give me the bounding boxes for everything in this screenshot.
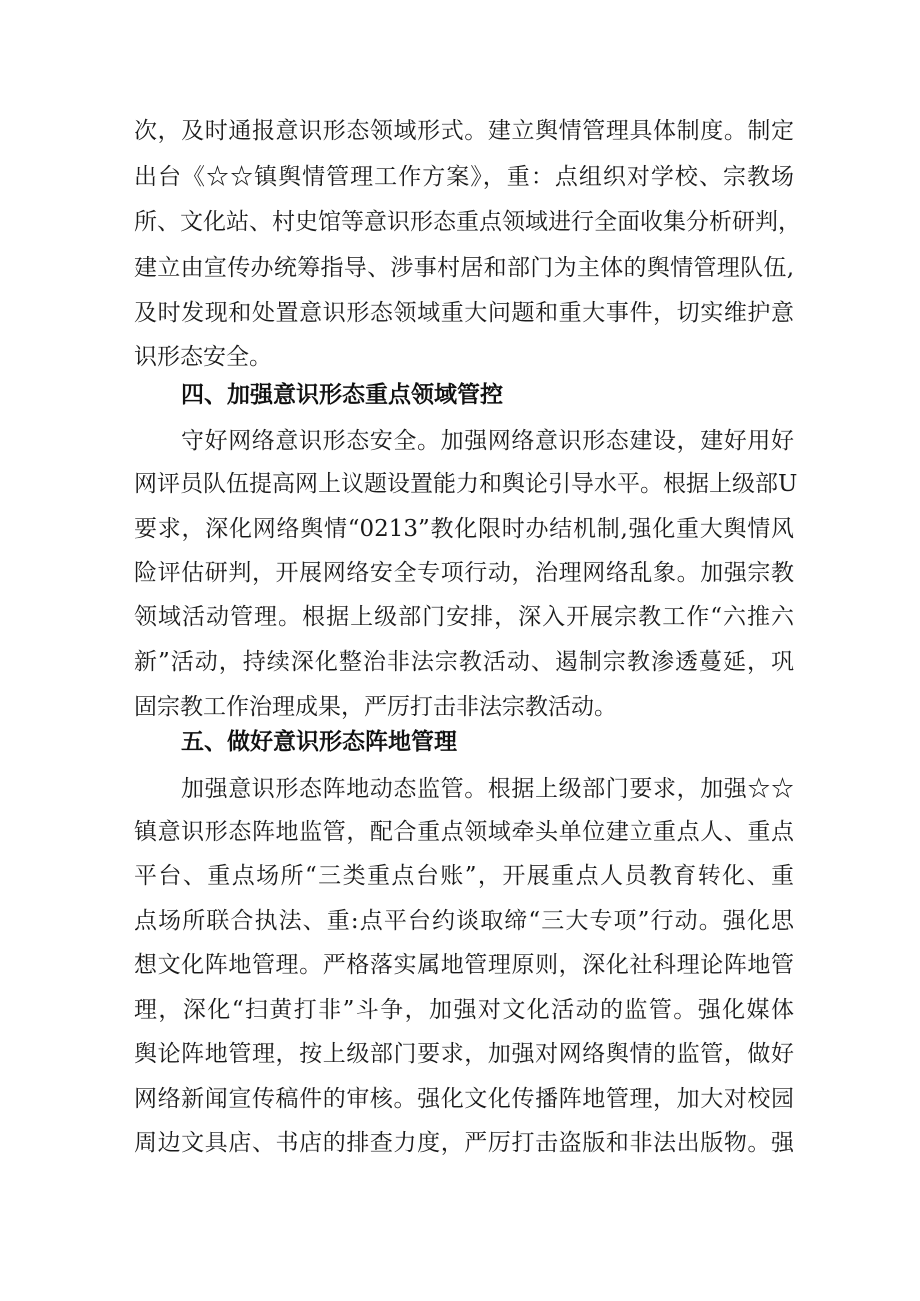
text-line: 及时发现和处置意识形态领域重大问题和重大事件，切实维护意	[134, 300, 794, 326]
text-line: 平台、重点场所“三类重点台账”，开展重点人员教育转化、重	[134, 863, 794, 889]
section-heading: 五、做好意识形态阵地管理	[181, 729, 457, 755]
text-line: 周边文具店、书店的排查力度，严厉打击盗版和非法出版物。强	[134, 1130, 794, 1156]
text-line: 固宗教工作治理成果，严厉打击非法宗教活动。	[134, 694, 617, 720]
text-line: 险评估研判，开展网络安全专项行动，治理网络乱象。加强宗教	[134, 560, 794, 586]
text-line: 出台《☆☆镇舆情管理工作方案》，重：点组织对学校、宗教场	[134, 164, 794, 190]
text-line: 新”活动，持续深化整治非法宗教活动、遏制宗教渗透蔓延，巩	[134, 649, 794, 675]
text-line: 网络新闻宣传稿件的审核。强化文化传播阵地管理，加大对校园	[134, 1086, 794, 1112]
text-line: 所、文化站、村史馆等意识形态重点领域进行全面收集分析研判，	[134, 209, 801, 235]
text-line: 要求，深化网络舆情“0213”教化限时办结机制,强化重大舆情风	[134, 516, 794, 542]
text-line: 理，深化“扫黄打非”斗争，加强对文化活动的监管。强化媒体	[134, 997, 794, 1023]
text-line: 想文化阵地管理。严格落实属地管理原则，深化社科理论阵地管	[134, 952, 794, 978]
text-line: 守好网络意识形态安全。加强网络意识形态建设，建好用好	[181, 428, 794, 454]
text-line: 镇意识形态阵地监管，配合重点领域牵头单位建立重点人、重点	[134, 819, 794, 845]
text-line: 领域活动管理。根据上级部门安排，深入开展宗教工作“六推六	[134, 604, 794, 630]
text-line: 次，及时通报意识形态领域形式。建立舆情管理具体制度。制定	[134, 118, 794, 144]
text-line: 点场所联合执法、重:点平台约谈取缔“三大专项”行动。强化思	[134, 908, 794, 934]
text-line: 舆论阵地管理，按上级部门要求，加强对网络舆情的监管，做好	[134, 1041, 794, 1067]
text-line: 加强意识形态阵地动态监管。根据上级部门要求，加强☆☆	[181, 776, 794, 802]
text-line: 识形态安全。	[134, 344, 272, 370]
section-heading: 四、加强意识形态重点领域管控	[181, 382, 503, 408]
text-line: 网评员队伍提高网上议题设置能力和舆论引导水平。根据上级部U	[134, 471, 798, 497]
text-line: 建立由宣传办统筹指导、涉事村居和部门为主体的舆情管理队伍,	[134, 255, 794, 281]
